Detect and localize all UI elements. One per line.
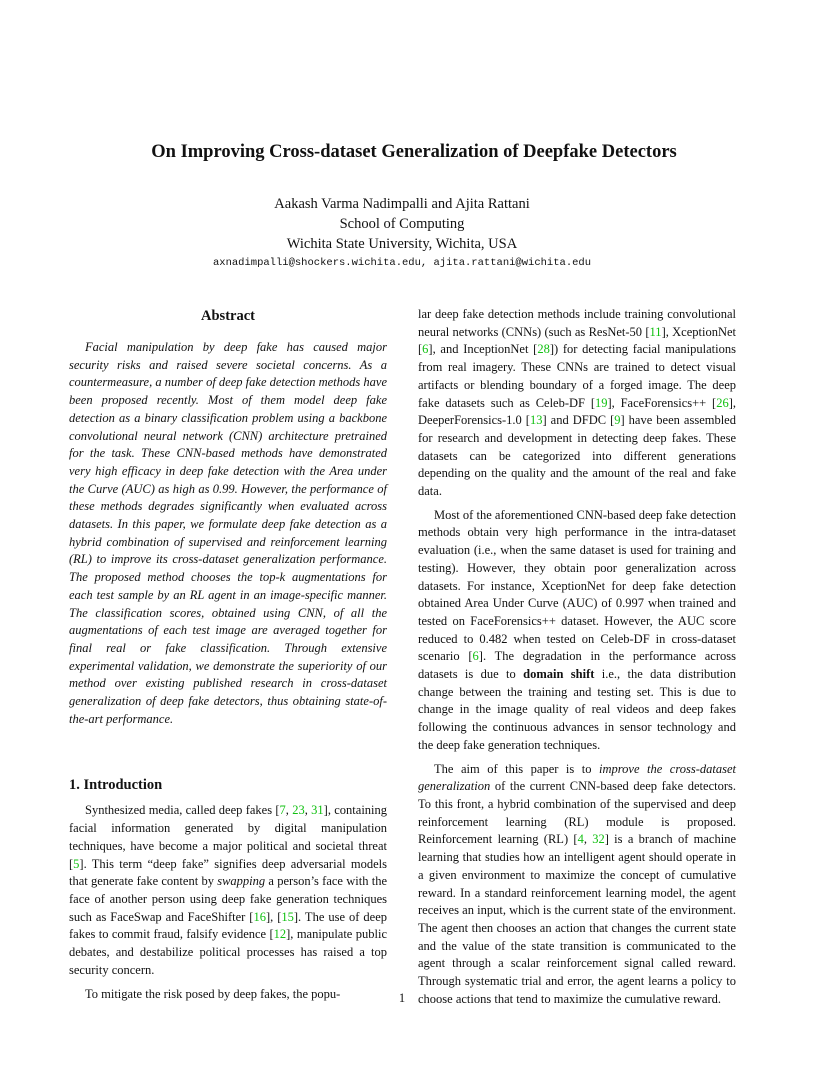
citation-link[interactable]: 7 [279,803,286,818]
intro-paragraph-4: The aim of this paper is to improve the cross-dataset generalization of the current CNN-based deep fake detectors. To this front, a hybrid combination of the supervised and deep reinforcement learning (RL) module is proposed. Reinforcement learning (RL) [4, 32] is a branch of machine learning that studies how an intelligent agent should operate in a given environment to maximize the concept of cumulative reward. In a standard reinforcement learning model, the agent receives an input, which is the current state of the environment. The agent then chooses an action that changes the current state and the value of the state transition is communicated to the agent through a scalar reinforcement signal called reward. Through systematic trial and error, the agent learns a policy to choose actions that tend to maximize the cumulative reward. [418,761,736,1006]
author-institution: Wichita State University, Wichita, USA [286,236,518,252]
citation-link[interactable]: 6 [422,342,429,357]
citation-link[interactable]: 13 [529,413,543,428]
abstract-heading: Abstract [201,308,255,324]
paper-title: On Improving Cross-dataset Generalization of Deepfake Detectors [151,142,677,162]
citation-link[interactable]: 6 [472,649,479,664]
citation-link[interactable]: 9 [614,413,621,428]
citation-link[interactable]: 12 [273,927,287,942]
citation-link[interactable]: 28 [537,342,550,357]
citation-link[interactable]: 19 [594,395,608,410]
author-block [0,194,804,254]
citation-link[interactable]: 26 [716,395,729,410]
emphasis-domain-shift: domain shift [523,667,595,682]
citation-link[interactable]: 4 [577,832,584,847]
intro-paragraph-3: Most of the aforementioned CNN-based deep fake detection methods obtain very high performance in the intra-dataset evaluation (i.e., when the same dataset is used for training and testing). However, they obtain poor generalization across datasets. For instance, XceptionNet for deep fake detection obtained Area Under Curve (AUC) of 0.997 when trained and tested on FaceForensics++ dataset. However, the AUC score reduced to 0.482 when tested on Celeb-DF in cross-dataset scenario [6]. The degradation in the performance across datasets is due to domain shift i.e., the data distribution change between the training and testing set. This is due to change in the image quality of real videos and deep fakes following the continuous advances in sensor technology and the deep fake generation techniques. [418,507,737,752]
author-department: School of Computing [339,216,465,232]
citation-link[interactable]: 16 [253,909,266,924]
citation-link[interactable]: 31 [311,803,324,818]
citation-link[interactable]: 11 [649,324,662,339]
right-column [418,306,736,1008]
abstract-text: Facial manipulation by deep fake has caused major security risks and raised severe societal concerns. As a countermeasure, a number of deep fake detection methods have been proposed recently. Most of them model deep fake detection as a binary classification problem using a backbone convolutional neural network (CNN) architecture pretrained for the task. These CNN-based methods have demonstrated very high efficacy in deep fake detection with the Area under the Curve (AUC) as high as 0.99. However, the performance of these methods degrades significantly when evaluated across datasets. In this paper, we formulate deep fake detection as a hybrid combination of supervised and reinforcement learning (RL) to improve its cross-dataset generalization performance. The proposed method chooses the top-k augmentations for each test sample by an RL agent in an image-specific manner. The classification scores, obtained using CNN, of all the augmentations of each test image are averaged together for final real or fake classification. Through extensive experimental validation, we demonstrate the superiority of our method over existing published research in cross-dataset generalization of deep fake detectors, thus obtaining state-of-the-art performance. [69,340,387,726]
author-emails: axnadimpalli@shockers.wichita.edu, ajita.rattani@wichita.edu [212,257,592,269]
citation-link[interactable]: 23 [292,803,305,818]
author-names: Aakash Varma Nadimpalli and Ajita Rattani [274,196,530,212]
intro-paragraph-2-start: To mitigate the risk posed by deep fakes, the popu- [85,986,341,1001]
citation-link[interactable]: 5 [73,856,80,871]
intro-paragraph-2-continued: lar deep fake detection methods include training convolutional neural networks (CNNs) (such as ResNet-50 [11], XceptionNet [6], and InceptionNet [28]) for detecting facial manipulations from real imagery. These CNNs are trained to detect visual artifacts or blending boundary of a forged image. The deep fake datasets such as Celeb-DF [19], FaceForensics++ [26], DeeperForensics-1.0 [13] and DFDC [9] have been assembled for research and development in detecting deep fakes. These datasets can be categorized into different generations depending on the quality and the amount of the real and fake data. [418,307,737,499]
intro-paragraph-1: Synthesized media, called deep fakes [7, 23, 31], containing facial information generated by digital manipulation techniques, have become a major political and societal threat [5]. This term “deep fake” signifies deep adversarial models that generate fake content by swapping a person’s face with the face of another person using deep fake generation techniques such as FaceSwap and FaceShifter [16], [15]. The use of deep fakes to commit fraud, falsify evidence [12], manipulate public debates, and destabilize political processes has raised a top security concern. [69,803,388,977]
page-number: 1 [398,991,406,1005]
citation-link[interactable]: 32 [592,832,605,847]
left-column [69,306,387,1003]
citation-link[interactable]: 15 [281,909,294,924]
introduction-heading: 1. Introduction [69,777,163,794]
